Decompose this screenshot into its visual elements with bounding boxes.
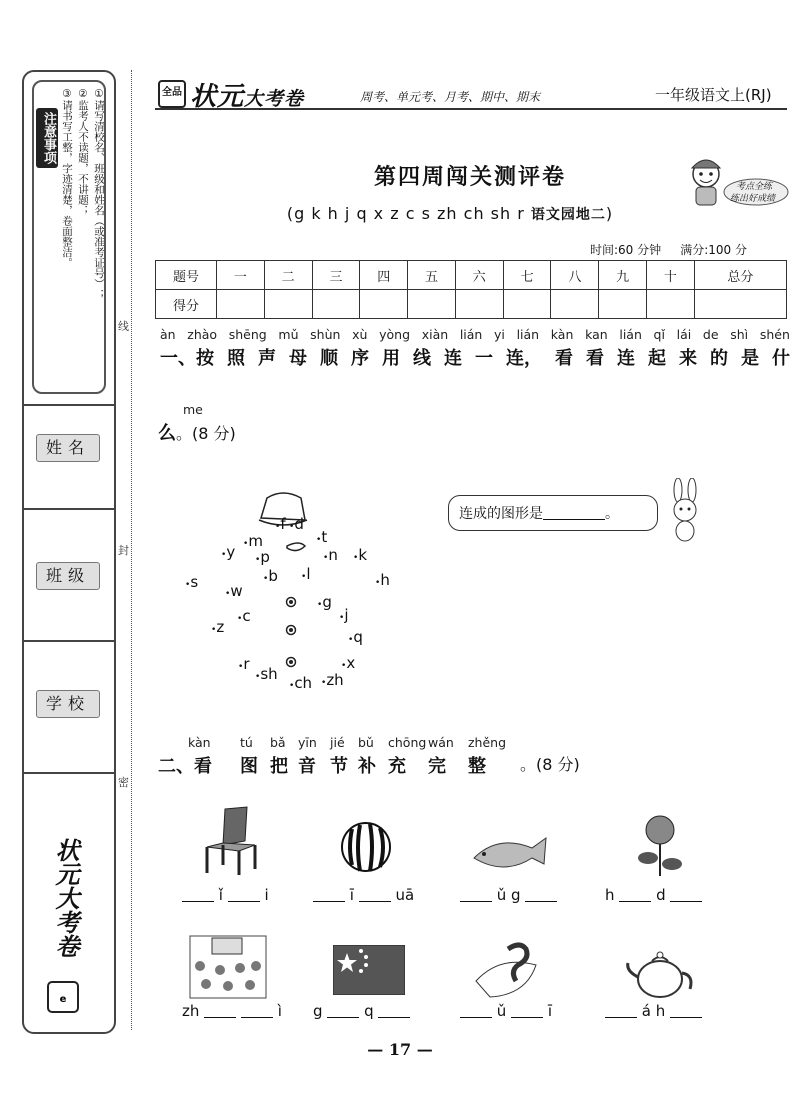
q1-char: 线	[413, 348, 431, 369]
q1-cont-pinyin: me	[183, 402, 203, 417]
answer-line[interactable]	[182, 887, 214, 902]
q1-char: 连，	[506, 348, 542, 369]
school-label: 学校	[36, 690, 100, 718]
score-col: 五	[408, 261, 456, 290]
fill-blank-item[interactable]	[182, 886, 269, 904]
q1-pinyin-syllable: lái	[676, 327, 692, 342]
dot-letter[interactable]	[316, 528, 327, 546]
q1-char: 母	[289, 348, 307, 369]
left-sidebar	[22, 70, 116, 1034]
syllable-part: q	[364, 1002, 374, 1020]
q1-char: 声	[258, 348, 276, 369]
dot-marker[interactable]: •	[289, 681, 295, 691]
q1-text-row	[160, 344, 790, 370]
dot-marker[interactable]: •	[353, 553, 359, 563]
dot-letter-text: l	[306, 565, 311, 583]
score-table	[155, 260, 787, 319]
q1-pinyin-syllable: xiàn	[421, 327, 449, 342]
subtitle-unit: 语文园地二	[530, 207, 606, 223]
answer-line[interactable]	[313, 887, 345, 902]
dot-marker[interactable]: •	[238, 662, 244, 672]
dot-letter-text: f	[280, 515, 286, 533]
dot-letter-text: j	[344, 606, 349, 624]
sidebar-divider	[24, 640, 114, 642]
score-cell[interactable]	[647, 290, 695, 319]
q1-pinyin-syllable: lián	[516, 327, 540, 342]
dot-letter[interactable]	[321, 671, 344, 689]
dot-letter[interactable]	[289, 515, 304, 533]
q1-char: 连	[617, 348, 635, 369]
dot-letter-text: sh	[260, 665, 278, 683]
rabbit-icon	[660, 478, 710, 544]
dot-letter[interactable]	[255, 548, 270, 566]
q2-pinyin-syllable: tú	[240, 735, 253, 750]
dot-letter[interactable]	[185, 573, 198, 591]
score-col: 二	[264, 261, 312, 290]
answer-blank[interactable]	[543, 503, 605, 520]
q2-pinyin-row	[188, 735, 520, 750]
dot-marker[interactable]: •	[225, 589, 231, 599]
sidebar-brand	[34, 832, 100, 1022]
answer-line[interactable]	[619, 887, 651, 902]
answer-line[interactable]	[378, 1003, 410, 1018]
dot-letter-text: b	[268, 567, 278, 585]
syllable-part: i	[264, 886, 269, 904]
mascot-text: 考点全练	[736, 182, 773, 192]
q2-char: 音	[298, 756, 316, 777]
dot-marker[interactable]: •	[221, 550, 227, 560]
dot-letter-text: zh	[326, 671, 344, 689]
score-cell[interactable]	[360, 290, 408, 319]
q2-char: 整	[468, 756, 486, 777]
notes-title: 注意事项	[36, 108, 58, 168]
dot-marker[interactable]: •	[211, 625, 217, 635]
answer-line[interactable]	[511, 1003, 543, 1018]
chrysanthemum-icon	[620, 808, 700, 878]
q2-char: 节	[330, 756, 348, 777]
q2-pinyin-syllable: bǔ	[358, 735, 374, 750]
exam-meta	[590, 241, 747, 258]
dot-marker[interactable]: •	[243, 539, 249, 549]
answer-line[interactable]	[241, 1003, 273, 1018]
speech-end: 。	[605, 506, 619, 522]
q1-pinyin-syllable: yi	[494, 327, 505, 342]
watermelon-icon	[328, 815, 408, 885]
dot-letter-text: n	[328, 546, 338, 564]
q1-pinyin-syllable: xù	[352, 327, 368, 342]
answer-line[interactable]	[228, 887, 260, 902]
classroom-icon	[188, 930, 268, 1000]
notes-text	[58, 88, 106, 384]
score-cell[interactable]	[312, 290, 360, 319]
dot-letter[interactable]	[289, 674, 312, 692]
sidebar-divider	[24, 772, 114, 774]
dot-marker[interactable]: •	[289, 522, 295, 532]
q1-pinyin-syllable: lián	[619, 327, 642, 342]
syllable-part: uā	[395, 886, 415, 904]
cut-mark: 密	[118, 776, 129, 789]
dot-letter-text: d	[294, 515, 304, 533]
q1-char: 序	[351, 348, 369, 369]
q1-char: 照	[227, 348, 245, 369]
score-cell[interactable]	[264, 290, 312, 319]
q2-char: 充	[388, 756, 406, 777]
q1-pinyin-syllable: shùn	[310, 327, 341, 342]
q2-pinyin-syllable: chōng	[388, 735, 427, 750]
score-cell[interactable]	[551, 290, 599, 319]
fill-blank-item[interactable]	[182, 1002, 282, 1020]
answer-line[interactable]	[359, 887, 391, 902]
dot-letter-text: q	[353, 628, 363, 646]
q2-pinyin-syllable: yīn	[298, 735, 317, 750]
dot-marker[interactable]: •	[317, 600, 323, 610]
sidebar-divider	[24, 508, 114, 510]
dot-letter-text: r	[243, 655, 250, 673]
syllable-part: ī	[547, 1002, 553, 1020]
dot-letter-text: s	[190, 573, 199, 591]
dot-marker[interactable]: •	[348, 635, 354, 645]
q1-pinyin-syllable: qǐ	[653, 327, 665, 342]
connect-dots-figure[interactable]	[183, 490, 393, 690]
q1-char: 看	[586, 348, 604, 369]
q2-char: 完	[428, 756, 446, 777]
dot-letter[interactable]	[348, 628, 363, 646]
score-col: 三	[312, 261, 360, 290]
score-col: 七	[503, 261, 551, 290]
dot-letter-text: g	[322, 593, 332, 611]
note-item: ①请写清校名、班级和姓名（或准考证号）；	[93, 88, 105, 300]
q2-pinyin-syllable: jié	[330, 735, 345, 750]
dot-marker[interactable]: •	[301, 572, 307, 582]
dot-letter[interactable]	[301, 565, 310, 583]
score-col: 一	[217, 261, 265, 290]
dot-letter[interactable]	[323, 546, 338, 564]
q2-pinyin-syllable: wán	[428, 735, 454, 750]
dot-letter-text: x	[346, 654, 356, 672]
syllable-part: ǐ	[218, 886, 223, 904]
syllable-part: ì	[277, 1002, 282, 1020]
q1-pinyin-syllable: àn	[160, 327, 176, 342]
subtitle-close: )	[605, 204, 614, 223]
syllable-part: h	[605, 886, 615, 904]
svg-text:e: e	[59, 994, 67, 1005]
dot-letter[interactable]	[317, 593, 332, 611]
answer-line[interactable]	[204, 1003, 236, 1018]
q2-char: 把	[270, 756, 288, 777]
q1-cont-text	[158, 419, 236, 445]
page-number: — 17 —	[367, 1040, 433, 1059]
syllable-part: ǔ g	[496, 886, 521, 904]
syllable-part: zh	[182, 1002, 200, 1020]
dot-letter[interactable]	[353, 546, 367, 564]
dot-letter[interactable]	[341, 654, 355, 672]
dot-letter[interactable]	[211, 618, 224, 636]
q2-pinyin-syllable: bǎ	[270, 735, 286, 750]
syllable-part: ī	[349, 886, 354, 904]
q1-pinyin-syllable: lián	[459, 327, 483, 342]
answer-line[interactable]	[327, 1003, 359, 1018]
dot-letter-text: k	[358, 546, 367, 564]
score-cell[interactable]	[599, 290, 647, 319]
dot-letter[interactable]	[221, 543, 235, 561]
score-col: 十	[647, 261, 695, 290]
dot-marker[interactable]: •	[237, 614, 243, 624]
dot-letter-text: c	[242, 607, 251, 625]
full-score: 满分:100 分	[680, 243, 747, 257]
score-col: 总分	[694, 261, 786, 290]
cut-mark: 线	[118, 320, 129, 333]
syllable-part: ǔ	[496, 1002, 507, 1020]
fill-blank-item[interactable]	[313, 1002, 410, 1020]
dot-letter[interactable]	[339, 606, 348, 624]
dot-letter-text: z	[216, 618, 225, 636]
fill-blank-item[interactable]	[605, 886, 702, 904]
q1-pinyin-syllable: kan	[585, 327, 608, 342]
publisher-logo: 全品	[158, 80, 186, 108]
page-title: 第四周闯关测评卷	[373, 165, 566, 190]
score-col: 六	[455, 261, 503, 290]
score-cell[interactable]	[694, 290, 786, 319]
syllable-part: á h	[641, 1002, 666, 1020]
dot-letter-text: m	[248, 532, 263, 550]
dot-letter-text: t	[321, 528, 328, 546]
q1-pinyin-syllable: shén	[759, 327, 790, 342]
name-label: 姓名	[36, 434, 100, 462]
score-header-label: 题号	[156, 261, 217, 290]
score-cell[interactable]	[217, 290, 265, 319]
header-subtitle: 周考、单元考、月考、期中、期末	[360, 90, 541, 104]
q2-pinyin-syllable: zhěng	[468, 735, 507, 750]
score-cell[interactable]	[503, 290, 551, 319]
dot-marker[interactable]: •	[375, 578, 381, 588]
q1-pinyin-syllable: shì	[730, 327, 749, 342]
dot-marker[interactable]: •	[255, 672, 261, 682]
flag-icon	[333, 945, 405, 995]
fill-blank-item[interactable]	[460, 886, 557, 904]
q1-pinyin-syllable: yòng	[379, 327, 411, 342]
q1-char: 一、按	[160, 348, 214, 369]
silkworm-icon	[470, 935, 550, 1005]
dot-letter-text: p	[260, 548, 270, 566]
answer-line[interactable]	[460, 887, 492, 902]
answer-line[interactable]	[460, 1003, 492, 1018]
q2-points: 。(8 分)	[520, 755, 580, 774]
q1-pinyin-syllable: kàn	[550, 327, 574, 342]
page-subtitle	[190, 204, 710, 224]
q2-char: 图	[240, 756, 258, 777]
dot-letter[interactable]	[237, 607, 251, 625]
dot-letter[interactable]	[375, 571, 390, 589]
fill-blank-item[interactable]	[605, 1002, 702, 1020]
score-table-header-row	[156, 261, 787, 290]
syllable-part: g	[313, 1002, 323, 1020]
teapot-icon	[622, 935, 702, 1005]
syllable-part: d	[656, 886, 666, 904]
speech-text: 连成的图形是	[459, 506, 543, 522]
score-col: 九	[599, 261, 647, 290]
chair-icon	[195, 805, 275, 875]
q1-char: 连	[444, 348, 462, 369]
dot-letter-text: h	[380, 571, 390, 589]
q1-char: 来	[679, 348, 697, 369]
dot-marker[interactable]: •	[185, 580, 191, 590]
brand-small: 大考卷	[244, 88, 305, 110]
q2-pinyin-syllable: kàn	[188, 735, 211, 750]
dot-marker[interactable]: •	[341, 661, 347, 671]
q2-text-row	[158, 752, 580, 778]
dot-marker[interactable]: •	[316, 535, 322, 545]
q1-pinyin-syllable: de	[702, 327, 719, 342]
dot-marker[interactable]: •	[255, 555, 261, 565]
cut-line	[131, 70, 132, 1030]
q1-points: 。(8 分)	[176, 424, 236, 443]
dot-letter[interactable]	[238, 655, 249, 673]
q1-cont-char: 么	[158, 423, 176, 444]
q1-char: 一	[475, 348, 493, 369]
score-row-label: 得分	[156, 290, 217, 319]
q1-char: 起	[648, 348, 666, 369]
dot-letter-text: y	[226, 543, 236, 561]
q1-char: 顺	[320, 348, 338, 369]
fish-icon	[470, 820, 550, 890]
dot-letter[interactable]	[275, 515, 286, 533]
q2-char: 二、看	[158, 756, 212, 777]
q1-char: 的	[710, 348, 728, 369]
mascot-icon	[680, 150, 790, 210]
q1-pinyin-syllable: zhào	[187, 327, 218, 342]
answer-line[interactable]	[670, 887, 702, 902]
dot-letter-text: ch	[294, 674, 313, 692]
fill-blank-item[interactable]	[460, 1002, 552, 1020]
dot-letter[interactable]	[263, 567, 278, 585]
score-table-row	[156, 290, 787, 319]
score-col: 八	[551, 261, 599, 290]
time-limit: 时间:60 分钟	[590, 243, 662, 257]
dot-letter-text: w	[230, 582, 243, 600]
fill-blank-item[interactable]	[313, 886, 414, 904]
q2-char: 补	[358, 756, 376, 777]
q1-char: 看	[555, 348, 573, 369]
grade-label: 一年级语文上(RJ)	[655, 86, 772, 104]
dot-letter[interactable]	[225, 582, 243, 600]
note-item: ②监考人不读题，不讲题；	[77, 88, 89, 216]
sidebar-divider	[24, 404, 114, 406]
answer-line[interactable]	[605, 1003, 637, 1018]
q1-char: 是	[741, 348, 759, 369]
sidebar-brand-text: 状元大考卷	[51, 838, 79, 958]
dot-marker[interactable]: •	[275, 522, 281, 532]
q1-pinyin-syllable: mǔ	[278, 327, 299, 342]
q1-pinyin-syllable: shēng	[228, 327, 267, 342]
score-cell[interactable]	[408, 290, 456, 319]
dot-marker[interactable]: •	[321, 678, 327, 688]
score-cell[interactable]	[455, 290, 503, 319]
q1-pinyin-row	[160, 327, 790, 342]
answer-speech-bubble[interactable]	[448, 495, 658, 531]
score-col: 四	[360, 261, 408, 290]
dot-marker[interactable]: •	[263, 574, 269, 584]
note-item: ③请书写工整，字迹清楚，卷面整洁。	[61, 88, 73, 268]
dot-letter[interactable]	[255, 665, 278, 683]
answer-line[interactable]	[525, 887, 557, 902]
class-label: 班级	[36, 562, 100, 590]
dot-marker[interactable]: •	[323, 553, 329, 563]
header-rule	[155, 108, 787, 110]
subtitle-pinyin: (g k h j q x z c s zh ch sh r	[286, 204, 525, 223]
answer-line[interactable]	[670, 1003, 702, 1018]
q1-char: 什	[772, 348, 790, 369]
mascot-text: 练出好成绩	[730, 194, 776, 204]
brand-main: 状元	[190, 82, 245, 112]
notes-box	[32, 80, 106, 394]
cut-mark: 封	[118, 544, 129, 557]
dot-marker[interactable]: •	[339, 613, 345, 623]
q1-char: 用	[382, 348, 400, 369]
